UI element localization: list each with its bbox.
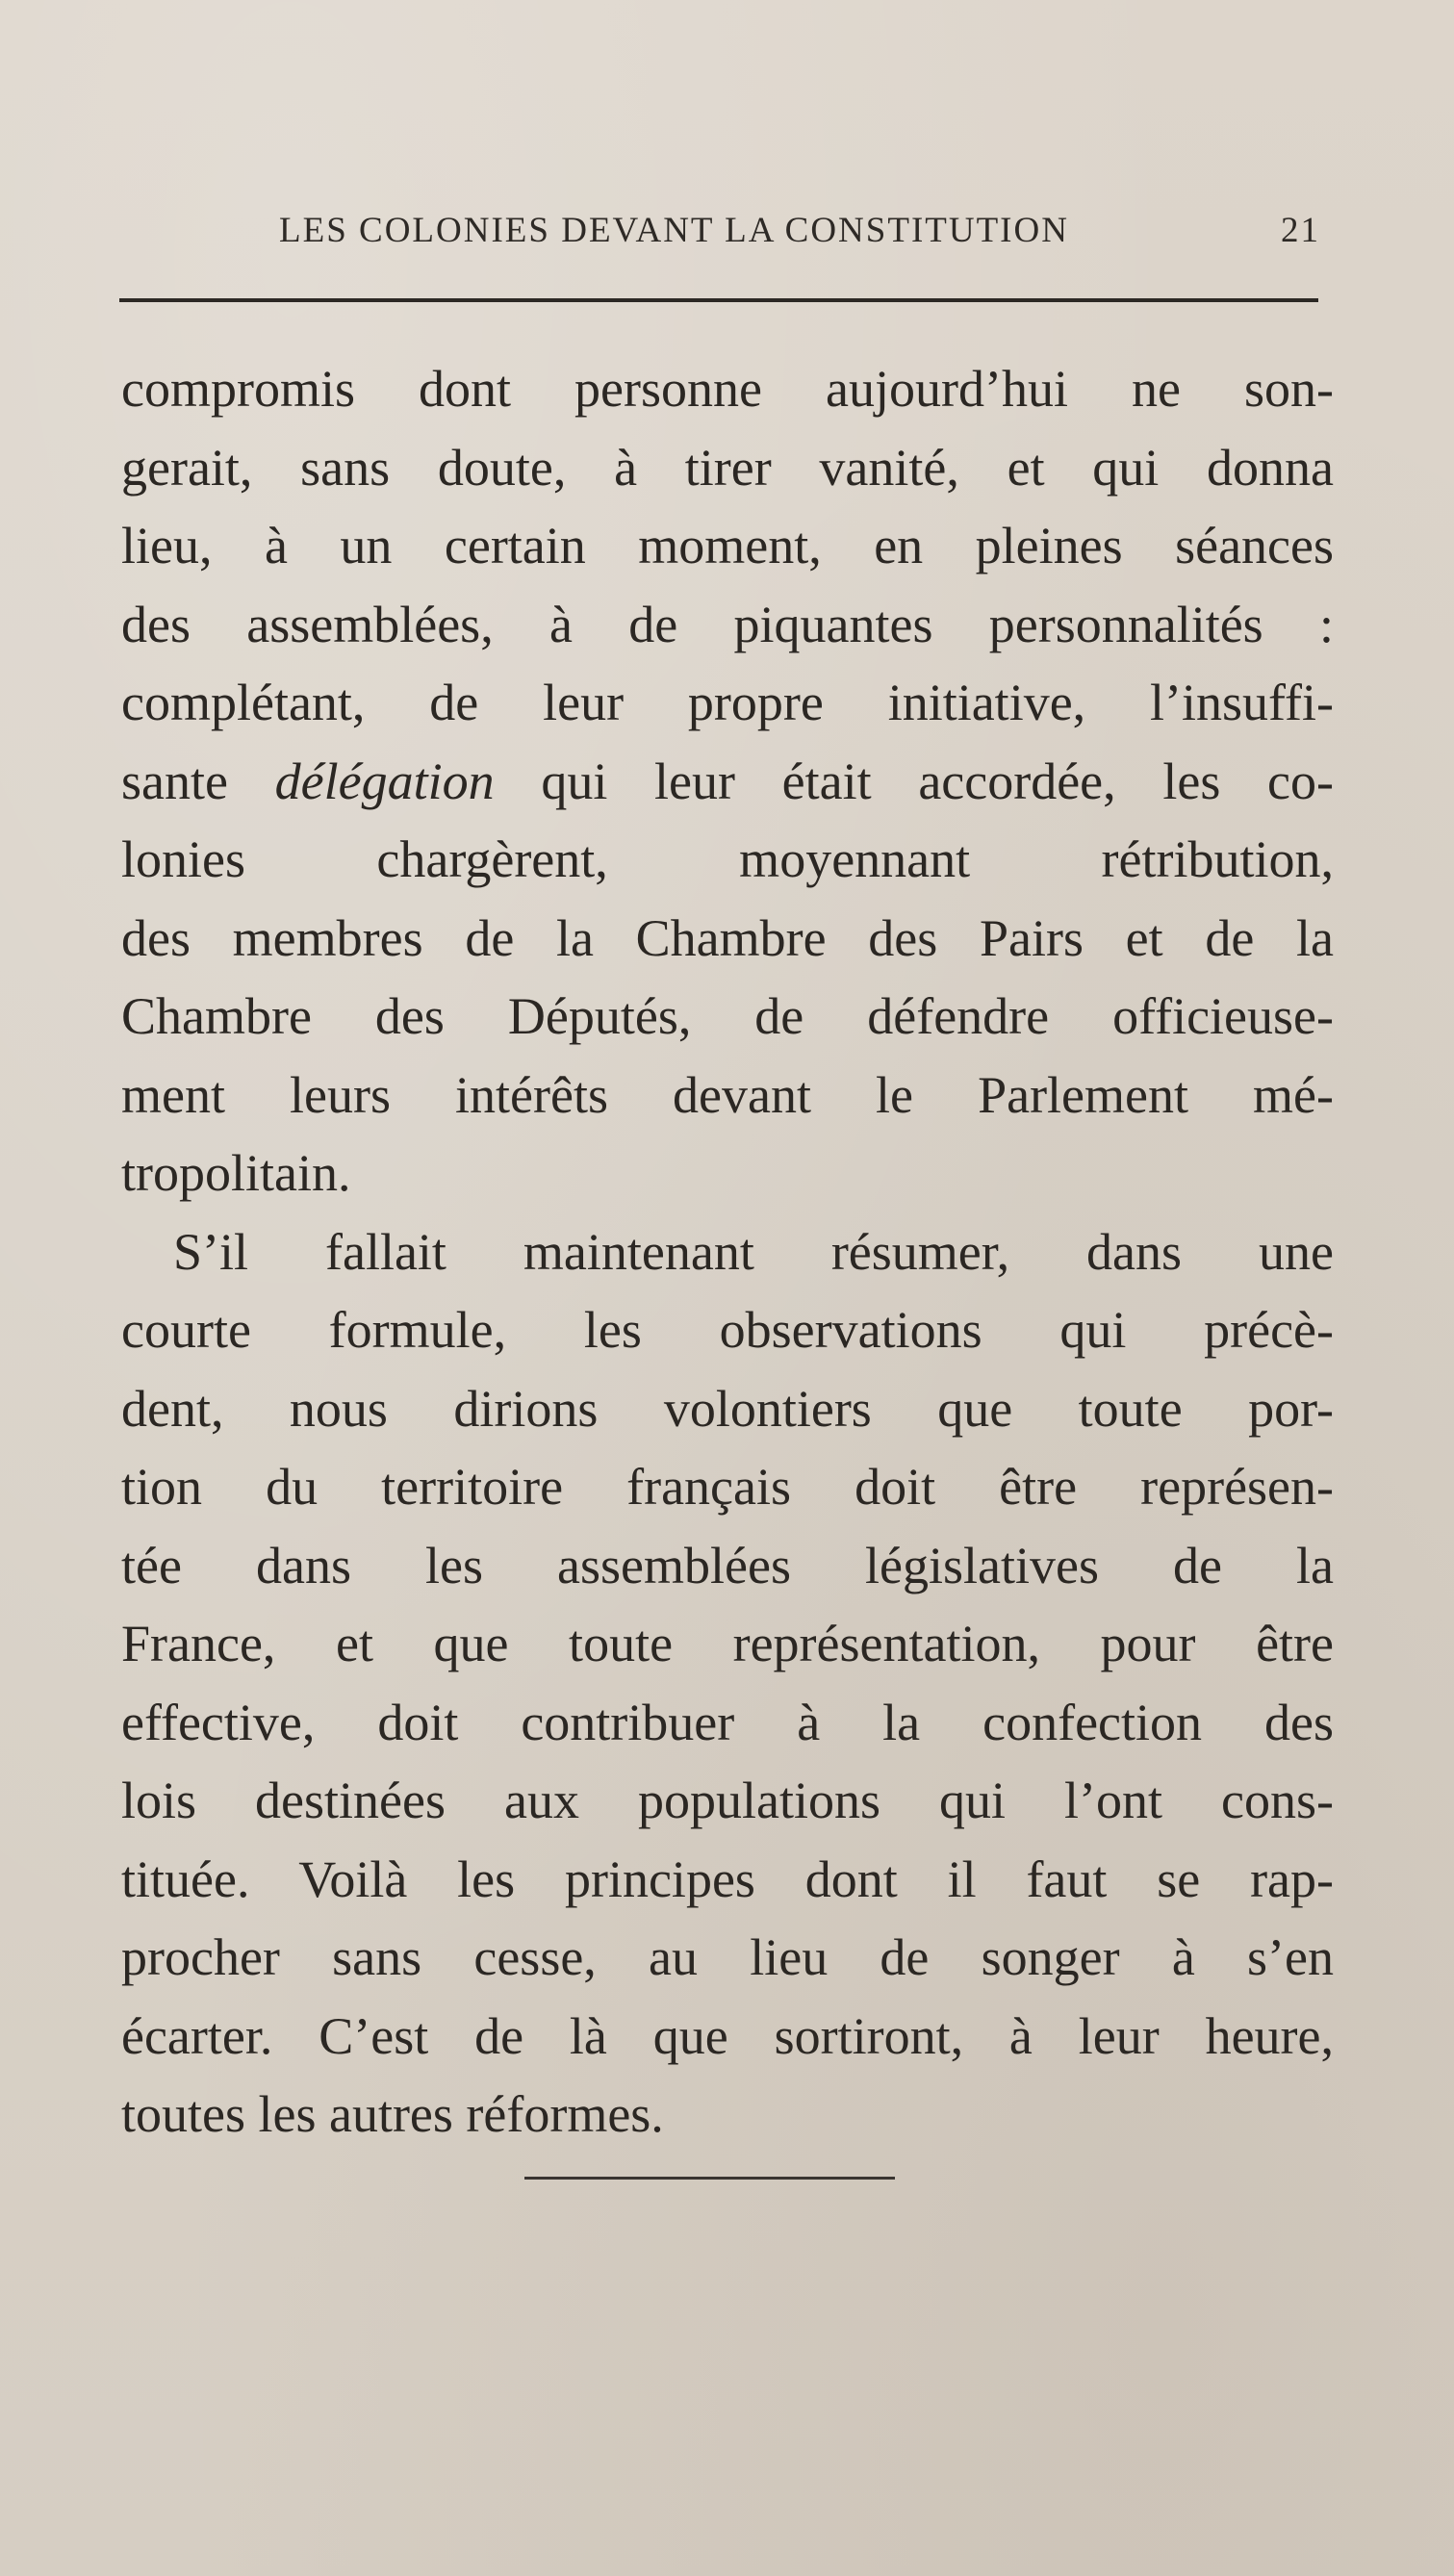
text-line: tropolitain. xyxy=(121,1144,351,1202)
text-segment: qui leur était accordée, les co- xyxy=(494,752,1334,810)
text-line: compromis dont personne aujourd’hui ne son- xyxy=(121,360,1334,418)
header-rule xyxy=(119,298,1318,302)
closing-rule xyxy=(524,2177,895,2180)
text-line: tée dans les assemblées législatives de la xyxy=(121,1536,1334,1594)
text-line: complétant, de leur propre initiative, l’insuffi- xyxy=(121,674,1334,731)
text-line: gerait, sans doute, à tirer vanité, et qui donna xyxy=(121,438,1334,497)
body-text xyxy=(121,350,1334,2155)
text-line: lois destinées aux populations qui l’ont cons- xyxy=(121,1772,1334,1829)
text-line: ment leurs intérêts devant le Parlement mé- xyxy=(121,1065,1334,1124)
text-line: des membres de la Chambre des Pairs et de la xyxy=(121,908,1334,967)
running-head xyxy=(279,210,1328,268)
text-line: tituée. Voilà les principes dont il faut se rap- xyxy=(121,1849,1334,1908)
text-segment: sante xyxy=(121,752,275,810)
text-line: lieu, à un certain moment, en pleines séances xyxy=(121,517,1334,574)
running-head-title: LES COLONIES DEVANT LA CONSTITUTION xyxy=(279,211,1069,250)
page-number: 21 xyxy=(1281,211,1320,250)
text-line: dent, nous dirions volontiers que toute por- xyxy=(121,1379,1334,1438)
text-line: écarter. C’est de là que sortiront, à leur heure, xyxy=(121,2006,1334,2065)
text-line: des assemblées, à de piquantes personnalités : xyxy=(121,595,1334,653)
text-line: France, et que toute représentation, pour être xyxy=(121,1615,1334,1672)
text-line: Chambre des Députés, de défendre officieuse- xyxy=(121,987,1334,1045)
text-line: courte formule, les observations qui précè- xyxy=(121,1301,1334,1359)
text-line: lonies chargèrent, moyennant rétribution, xyxy=(121,830,1334,888)
text-line: S’il fallait maintenant résumer, dans une xyxy=(173,1222,1334,1281)
text-line: tion du territoire français doit être représen- xyxy=(121,1458,1334,1516)
text-line: procher sans cesse, au lieu de songer à s’en xyxy=(121,1928,1334,1986)
text-line: effective, doit contribuer à la confection des xyxy=(121,1693,1334,1751)
italic-term: délégation xyxy=(274,752,495,810)
text-line xyxy=(121,743,1334,822)
text-line: toutes les autres réformes. xyxy=(121,2085,664,2143)
